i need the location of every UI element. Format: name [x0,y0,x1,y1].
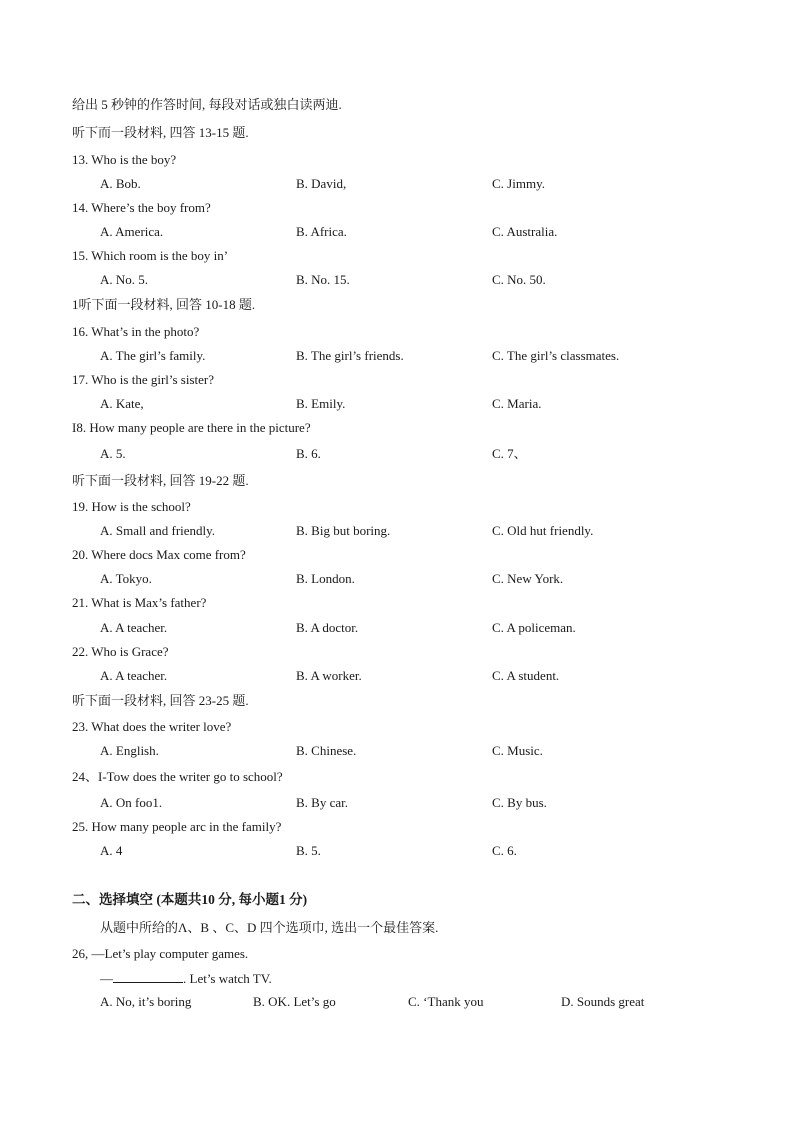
question-21-option-a: A. A teacher. [100,620,168,635]
question-15-stem: 15. Which room is the boy in’ [72,248,229,263]
question-14-option-c: C. Australia. [492,224,558,239]
question-23-stem: 23. What does the writer love? [72,719,232,734]
question-14-option-a: A. America. [100,224,164,239]
answer-blank [113,970,183,983]
question-24-stem: 24、I-Tow does the writer go to school? [72,769,283,784]
question-24-option-a: A. On foo1. [100,795,163,810]
question-25-option-b: B. 5. [296,843,321,858]
question-21-option-c: C. A policeman. [492,620,576,635]
question-19-option-c: C. Old hut friendly. [492,523,594,538]
question-14-option-b: B. Africa. [296,224,347,239]
question-22-option-b: B. A worker. [296,668,362,683]
question-26-option-a: A. No, it’s boring [100,994,192,1009]
question-17-option-b: B. Emily. [296,396,346,411]
question-17-stem: 17. Who is the girl’s sister? [72,372,215,387]
question-26-option-d: D. Sounds great [561,994,645,1009]
question-26-line-1: 26, —Let’s play computer games. [72,946,249,961]
dialogue-dash: — [100,971,113,986]
question-24-option-c: C. By bus. [492,795,547,810]
question-22-option-c: C. A student. [492,668,560,683]
dialogue-reply: . Let’s watch TV. [183,971,272,986]
question-16-option-b: B. The girl’s friends. [296,348,404,363]
group-header-19-22: 听下面一段材料, 回答 19-22 题. [72,473,249,488]
question-19-stem: 19. How is the school? [72,499,191,514]
question-18-option-a: A. 5. [100,446,126,461]
question-13-stem: 13. Who is the boy? [72,152,177,167]
question-18-stem: I8. How many people are there in the picture? [72,420,311,435]
question-20-option-a: A. Tokyo. [100,571,152,586]
question-21-option-b: B. A doctor. [296,620,359,635]
group-header-16-18: 1听下面一段材料, 回答 10-18 题. [72,297,256,312]
question-13-option-c: C. Jimmy. [492,176,545,191]
question-15-option-a: A. No. 5. [100,272,149,287]
question-20-option-b: B. London. [296,571,355,586]
question-17-option-c: C. Maria. [492,396,542,411]
question-21-stem: 21. What is Max’s father? [72,595,207,610]
section-2-instruction: 从题中所给的Λ、B 、C、D 四个选项巾, 选出一个最佳答案. [100,920,439,935]
group-header-23-25: 听下面一段材料, 回答 23-25 题. [72,693,249,708]
question-18-option-c: C. 7、 [492,446,527,461]
question-14-stem: 14. Where’s the boy from? [72,200,211,215]
question-22-stem: 22. Who is Grace? [72,644,169,659]
question-25-option-a: A. 4 [100,843,123,858]
question-20-stem: 20. Where docs Max come from? [72,547,246,562]
group-header-13-15: 听下而一段材料, 四答 13-15 题. [72,125,249,140]
question-26-option-c: C. ‘Thank you [408,994,484,1009]
question-15-option-b: B. No. 15. [296,272,350,287]
question-23-option-c: C. Music. [492,743,543,758]
question-16-stem: 16. What’s in the photo? [72,324,200,339]
section-2-title: 二、选择填空 (本题共10 分, 每小题1 分) [72,892,308,907]
question-26-line-2 [100,970,272,987]
question-24-option-b: B. By car. [296,795,348,810]
question-13-option-a: A. Bob. [100,176,141,191]
question-23-option-b: B. Chinese. [296,743,357,758]
question-19-option-a: A. Small and friendly. [100,523,216,538]
intro-line-timing: 给出 5 秒钟的作答时间, 每段对话或独白读两迪. [72,97,342,112]
question-26-option-b: B. OK. Let’s go [253,994,336,1009]
question-20-option-c: C. New York. [492,571,564,586]
question-18-option-b: B. 6. [296,446,321,461]
question-23-option-a: A. English. [100,743,159,758]
question-16-option-c: C. The girl’s classmates. [492,348,620,363]
question-17-option-a: A. Kate, [100,396,144,411]
question-19-option-b: B. Big but boring. [296,523,391,538]
question-15-option-c: C. No. 50. [492,272,546,287]
question-22-option-a: A. A teacher. [100,668,168,683]
question-16-option-a: A. The girl’s family. [100,348,206,363]
question-25-stem: 25. How many people arc in the family? [72,819,282,834]
question-13-option-b: B. David, [296,176,347,191]
question-25-option-c: C. 6. [492,843,517,858]
